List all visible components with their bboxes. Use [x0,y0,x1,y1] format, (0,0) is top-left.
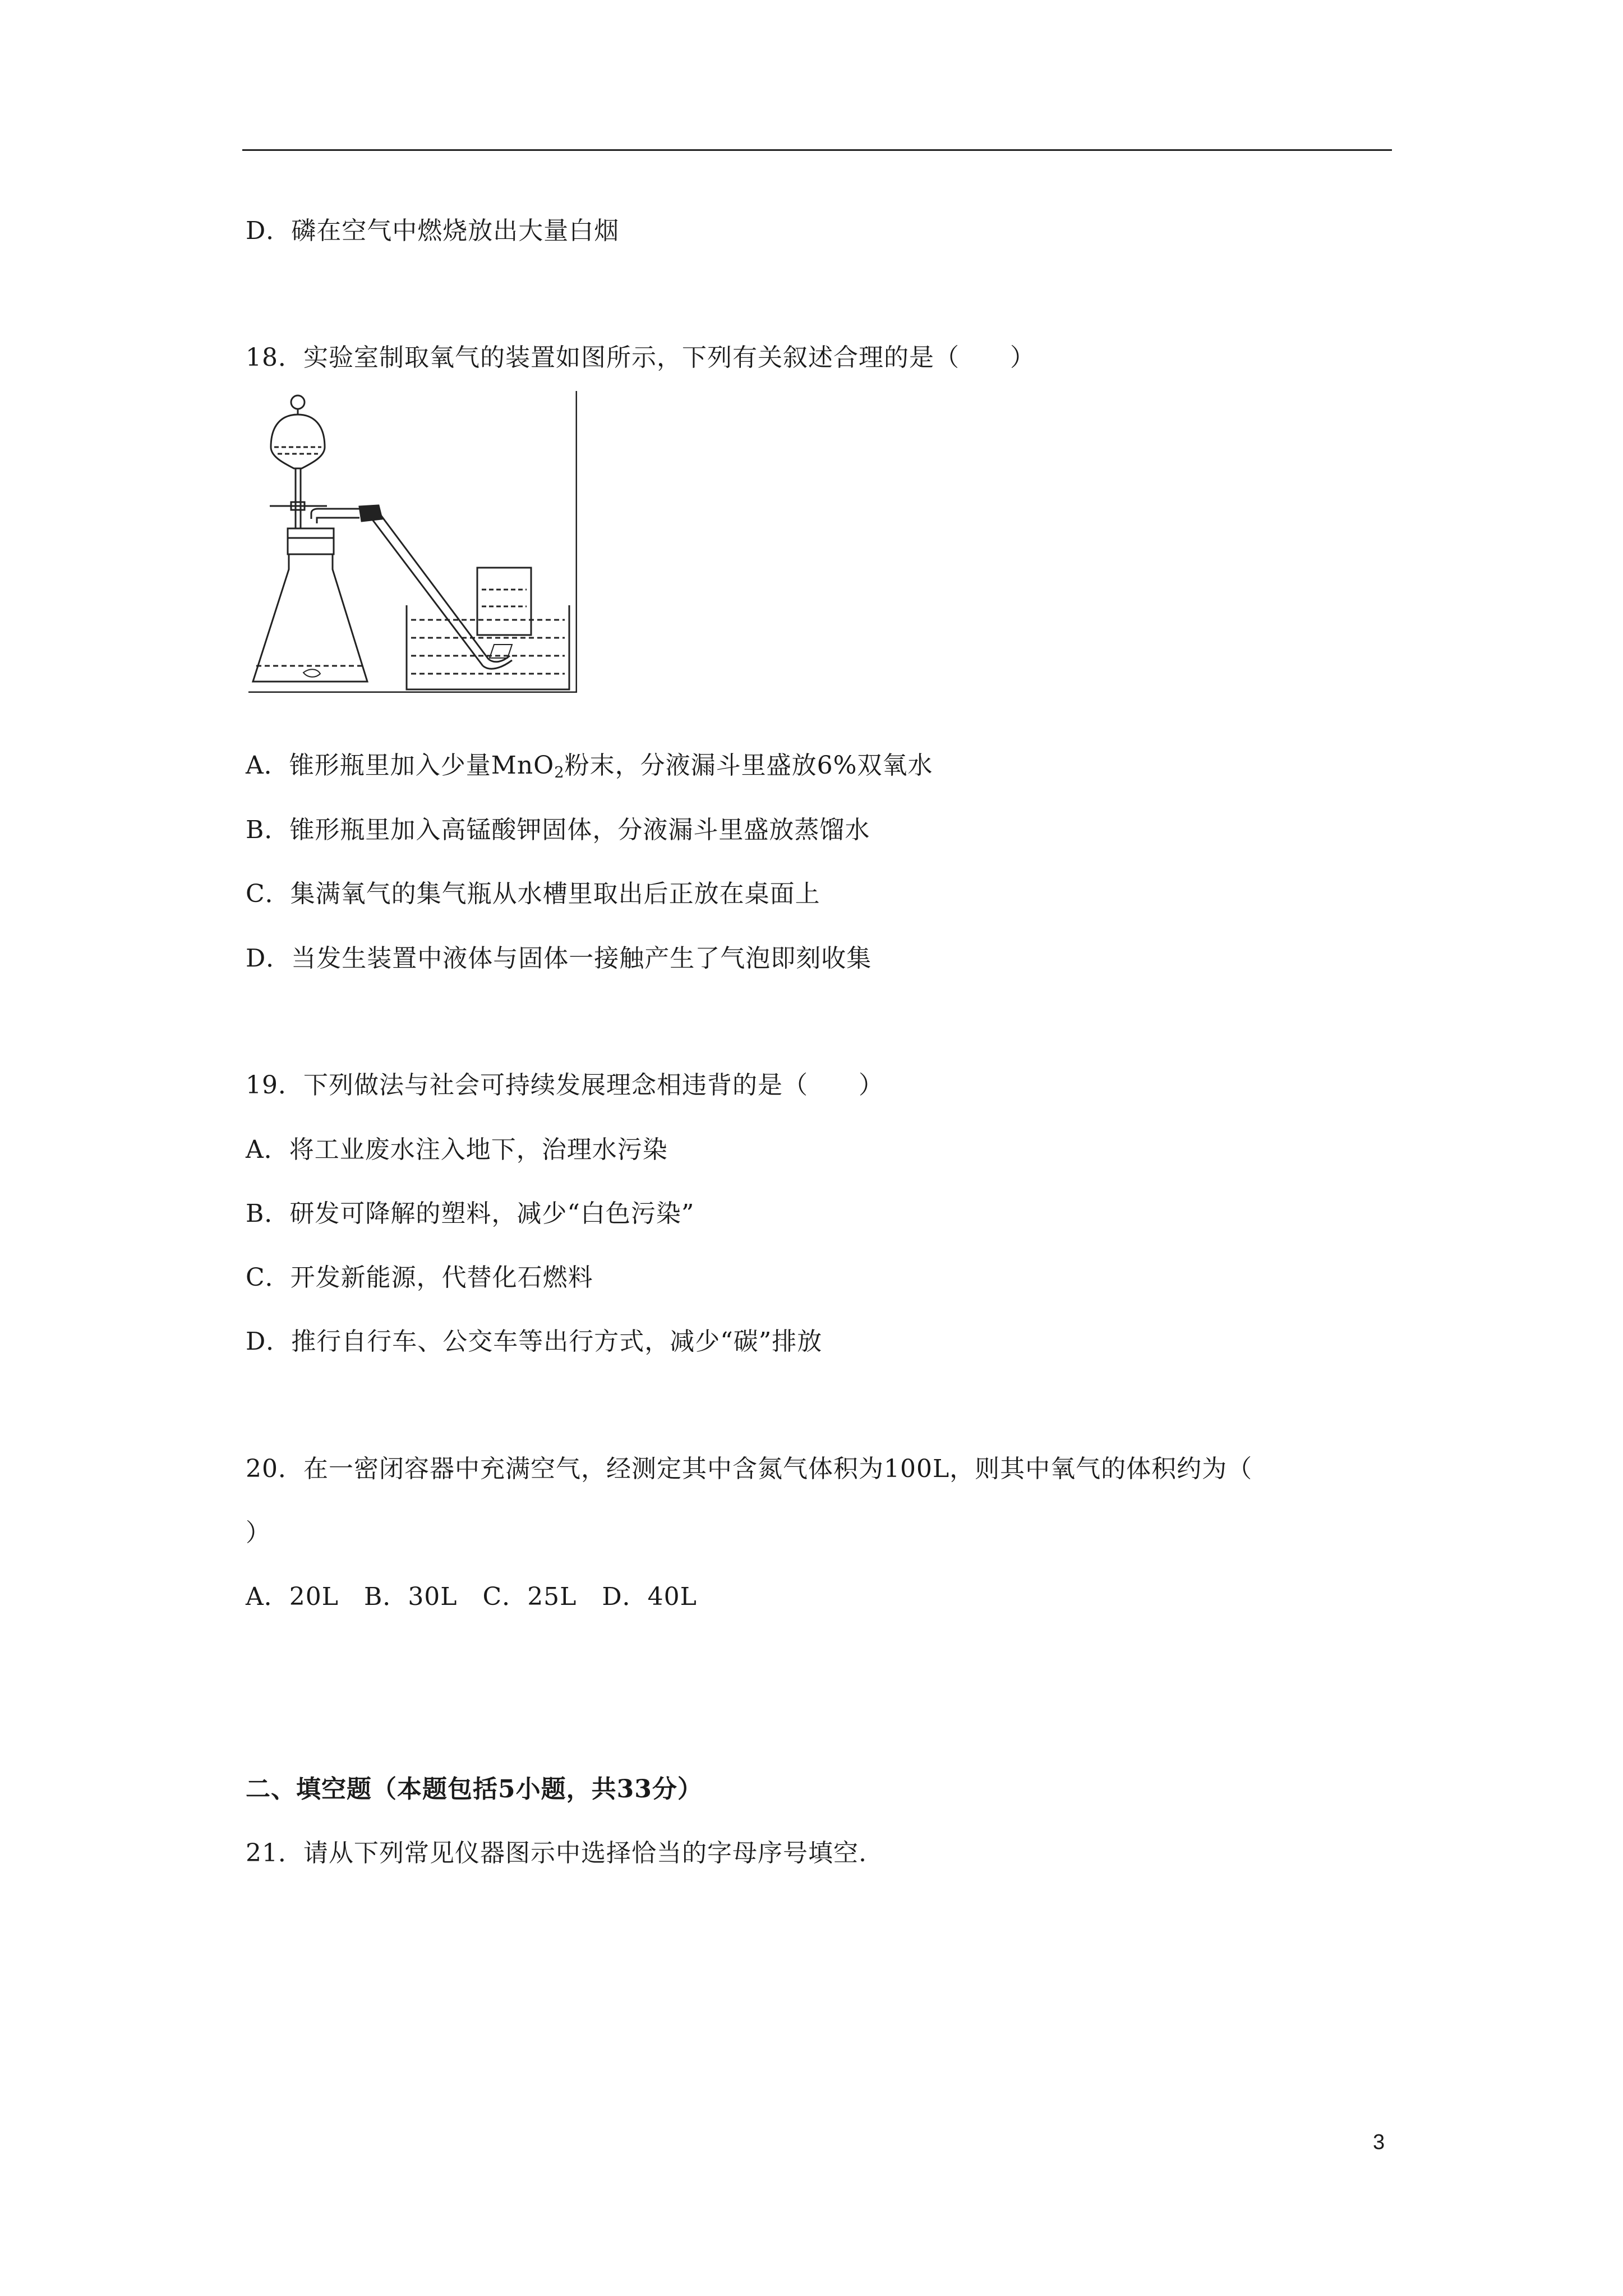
q18-option-d: D．当发生装置中液体与固体一接触产生了气泡即刻收集 [246,944,872,973]
q18-option-a-formula: MnO [491,751,555,780]
page-number: 3 [1373,2131,1385,2154]
water-trough [407,605,569,689]
erlenmeyer-flask [253,554,367,682]
header-rule [242,149,1392,151]
q21-stem: 21．请从下列常见仪器图示中选择恰当的字母序号填空. [246,1839,867,1867]
q19-option-d: D．推行自行车、公交车等出行方式，减少“碳”排放 [246,1327,823,1356]
q18-option-a-pre: A．锥形瓶里加入少量 [246,751,491,780]
q17-option-d: D．磷在空气中燃烧放出大量白烟 [246,217,620,245]
q19-option-b: B．研发可降解的塑料，减少“白色污染” [246,1199,695,1228]
q19-option-c: C．开发新能源，代替化石燃料 [246,1263,593,1292]
q18-option-a-post: 粉末，分液漏斗里盛放6%双氧水 [564,751,933,780]
rubber-stopper [288,528,334,554]
oxygen-apparatus-figure [248,391,577,693]
q18-option-c: C．集满氧气的集气瓶从水槽里取出后正放在桌面上 [246,880,820,908]
gas-collecting-bottle [477,568,531,635]
q20-options: A．20L B．30L C．25L D．40L [246,1582,697,1611]
q20-stem-line2: ） [246,1519,271,1547]
q18-stem: 18．实验室制取氧气的装置如图所示，下列有关叙述合理的是（ ） [246,343,1035,372]
q18-option-b: B．锥形瓶里加入高锰酸钾固体，分液漏斗里盛放蒸馏水 [246,816,870,844]
q20-stem-line1: 20．在一密闭容器中充满空气，经测定其中含氮气体积为100L，则其中氧气的体积约为（ [246,1455,1253,1483]
separating-funnel [271,415,325,468]
bottle-shelf [490,645,512,658]
q18-option-a-subscript: 2 [554,763,565,781]
section2-heading: 二、填空题（本题包括5小题，共33分） [246,1775,703,1803]
q19-option-a: A．将工业废水注入地下，治理水污染 [246,1135,668,1164]
q19-stem: 19．下列做法与社会可持续发展理念相违背的是（ ） [246,1071,884,1099]
q18-option-a [246,749,933,790]
funnel-stopper [291,395,305,409]
